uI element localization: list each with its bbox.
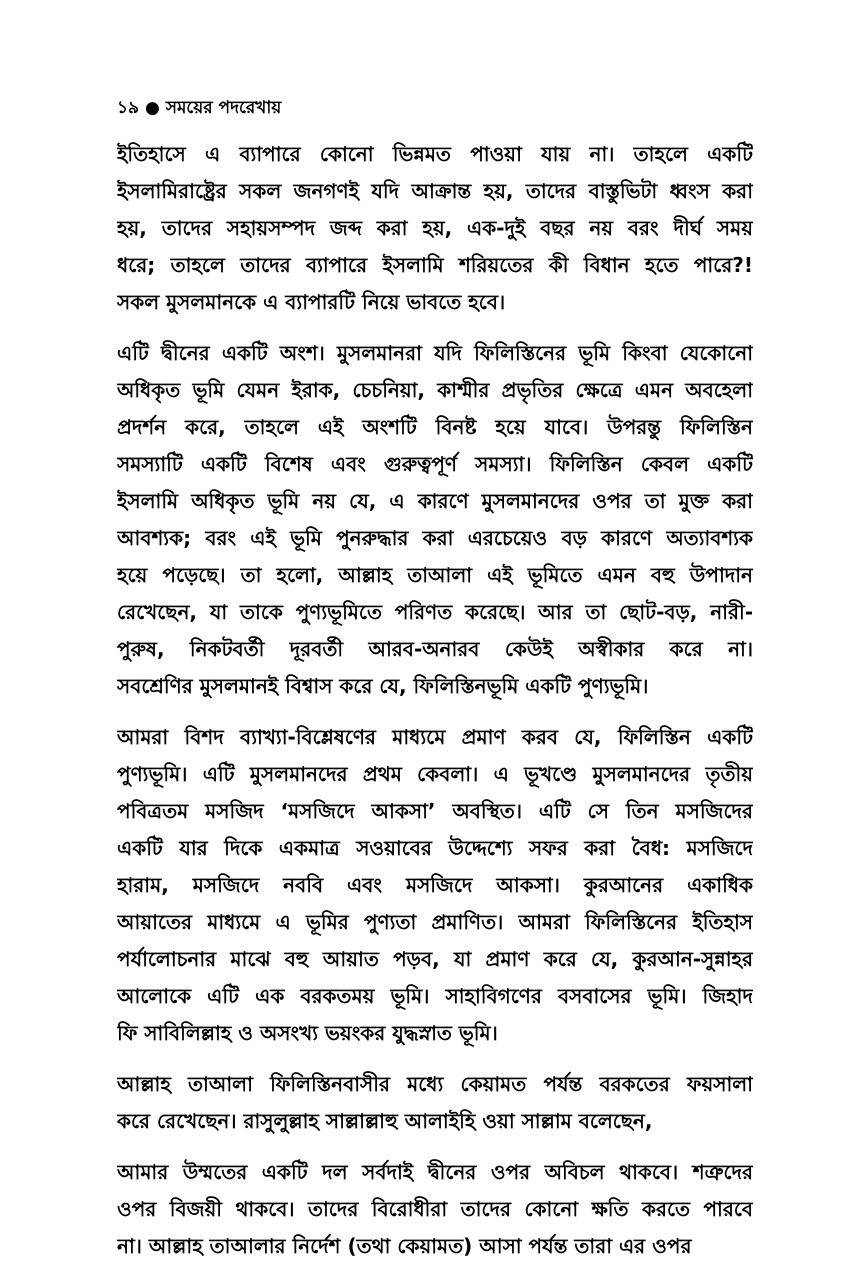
body-text [117, 136, 753, 1265]
text-line: সমস্যাটি একটি বিশেষ এবং গুরুত্বপূর্ণ সমস্যা। ফিলিস্তিন কেবল একটি [117, 452, 753, 476]
paragraph [117, 1154, 753, 1265]
text-line: ইতিহাসে এ ব্যাপারে কোনো ভিন্নমত পাওয়া যায় না। তাহলে একটি [117, 142, 753, 166]
text-line: আয়াতের মাধ্যমে এ ভূমির পুণ্যতা প্রমাণিত। আমরা ফিলিস্তিনের ইতিহাস [117, 910, 753, 934]
book-title: সময়ের পদরেখায় [165, 98, 282, 118]
book-page [117, 96, 753, 1279]
text-line: প্রদর্শন করে, তাহলে এই অংশটি বিনষ্ট হয়ে যাবে। উপরন্তু ফিলিস্তিন [117, 415, 753, 439]
text-line: না। আল্লাহ তাআলার নির্দেশ (তথা কেয়ামত) আসা পর্যন্ত তারা এর ওপর [117, 1234, 692, 1258]
text-line: পুণ্যভূমি। এটি মুসলমানদের প্রথম কেবলা। এ ভূখণ্ডে মুসলমানদের তৃতীয় [117, 762, 753, 786]
paragraph [117, 1066, 753, 1140]
text-line: পুরুষ, নিকটবর্তী দূরবর্তী আরব-অনারব কেউই অস্বীকার করে না। [117, 637, 753, 661]
paragraph [117, 136, 753, 321]
running-header [117, 96, 753, 120]
text-line: একটি যার দিকে একমাত্র সওয়াবের উদ্দেশ্যে সফর করা বৈধ: মসজিদে [117, 836, 753, 860]
text-line: হয়, তাদের সহায়সম্পদ জব্দ করা হয়, এক-দুই বছর নয় বরং দীর্ঘ সময় [117, 216, 753, 240]
paragraph [117, 719, 753, 1052]
text-line: সবশ্রেণির মুসলমানই বিশ্বাস করে যে, ফিলিস্তিনভূমি একটি পুণ্যভূমি। [117, 674, 649, 698]
text-line: আল্লাহ তাআলা ফিলিস্তিনবাসীর মধ্যে কেয়ামত পর্যন্ত বরকতের ফয়সালা [117, 1072, 753, 1096]
paragraph [117, 335, 753, 705]
text-line: আমার উম্মতের একটি দল সর্বদাই দ্বীনের ওপর অবিচল থাকবে। শত্রুদের [117, 1160, 753, 1184]
text-line: আবশ্যক; বরং এই ভূমি পুনরুদ্ধার করা এরচেয়েও বড় কারণে অত্যাবশ্যক [117, 526, 753, 550]
text-line: সকল মুসলমানকে এ ব্যাপারটি নিয়ে ভাবতে হবে। [117, 290, 506, 314]
text-line: আলোকে এটি এক বরকতময় ভূমি। সাহাবিগণের বসবাসের ভূমি। জিহাদ [117, 984, 753, 1008]
text-line: অধিকৃত ভূমি যেমন ইরাক, চেচনিয়া, কাশ্মীর প্রভৃতির ক্ষেত্রে এমন অবহেলা [117, 378, 753, 402]
text-line: করে রেখেছেন। রাসুলুল্লাহ সাল্লাল্লাহু আলাইহি ওয়া সাল্লাম বলেছেন, [117, 1109, 653, 1133]
text-line: পবিত্রতম মসজিদ ‘মসজিদে আকসা’ অবস্থিত। এটি সে তিন মসজিদের [117, 799, 753, 823]
text-line: পর্যালোচনার মাঝে বহু আয়াত পড়ব, যা প্রমাণ করে যে, কুরআন-সুন্নাহর [117, 947, 753, 971]
text-line: হয়ে পড়েছে। তা হলো, আল্লাহ তাআলা এই ভূমিতে এমন বহু উপাদান [117, 563, 753, 587]
text-line: ওপর বিজয়ী থাকবে। তাদের বিরোধীরা তাদের কোনো ক্ষতি করতে পারবে [117, 1197, 753, 1221]
text-line: ধরে; তাহলে তাদের ব্যাপারে ইসলামি শরিয়তের কী বিধান হতে পারে?! [117, 253, 753, 277]
text-line: আমরা বিশদ ব্যাখ্যা-বিশ্লেষণের মাধ্যমে প্রমাণ করব যে, ফিলিস্তিন একটি [117, 725, 753, 749]
bullet-separator: ● [144, 98, 160, 118]
text-line: ইসলামি অধিকৃত ভূমি নয় যে, এ কারণে মুসলমানদের ওপর তা মুক্ত করা [117, 489, 753, 513]
page-number: ১৯ [117, 98, 140, 118]
text-line: এটি দ্বীনের একটি অংশ। মুসলমানরা যদি ফিলিস্তিনের ভূমি কিংবা যেকোনো [117, 341, 753, 365]
text-line: ইসলামিরাষ্ট্রের সকল জনগণই যদি আক্রান্ত হয়, তাদের বাস্তুভিটা ধ্বংস করা [117, 179, 753, 203]
text-line: ফি সাবিলিল্লাহ ও অসংখ্য ভয়ংকর যুদ্ধস্নাত ভূমি। [117, 1021, 498, 1045]
text-line: রেখেছেন, যা তাকে পুণ্যভূমিতে পরিণত করেছে। আর তা ছোট-বড়, নারী- [117, 600, 753, 624]
text-line: হারাম, মসজিদে নববি এবং মসজিদে আকসা। কুরআনের একাধিক [117, 873, 753, 897]
